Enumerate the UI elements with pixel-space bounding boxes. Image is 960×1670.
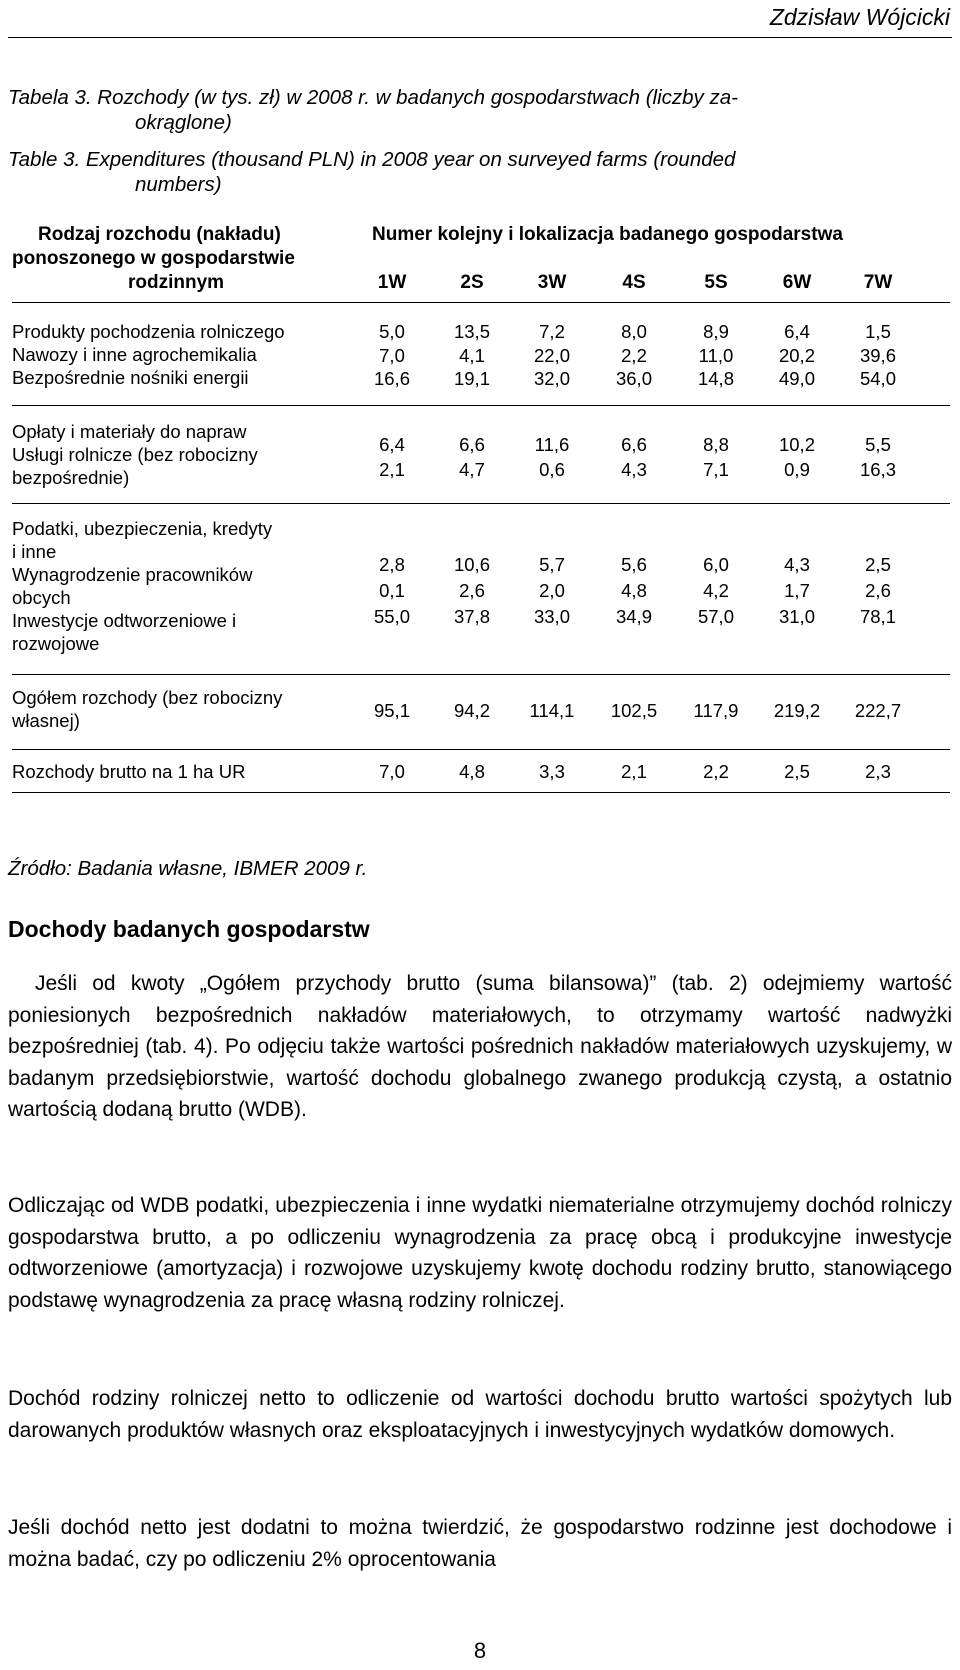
table-cell: 13,5	[453, 321, 490, 342]
table-cell: 11,0	[698, 344, 734, 366]
table-cell: 4,2	[703, 580, 729, 601]
row-label: Nawozy i inne agrochemikalia	[12, 344, 257, 365]
paragraph-2: Odliczając od WDB podatki, ubezpieczenia i inne wydatki niematerialne otrzymujemy dochód rolniczy gospodarstwa brutto, a po odliczeniu wynagrodzenia za pracę obcą i produkcyjne inwestycje odtworzeniowe (amortyzacja) i rozwojowe uzyskujemy kwotę dochodu rodziny brutto, stanowiącego podstawę wynagrodzenia za pracę własną rodziny rolniczej.	[8, 1194, 952, 1312]
table-cell: 2,2	[621, 344, 647, 366]
column-header: 2S	[460, 272, 484, 293]
row-label: Rozchody brutto na 1 ha UR	[12, 761, 246, 782]
table-cell: 4,8	[459, 761, 485, 782]
table-cell: 33,0	[533, 606, 570, 627]
table-cell: 2,5	[784, 761, 810, 782]
table-cell: 39,6	[859, 344, 896, 366]
column-header: 5S	[704, 272, 728, 293]
table-cell: 117,9	[693, 700, 739, 721]
table-cell: 2,6	[459, 580, 485, 601]
table-cell: 6,4	[784, 321, 810, 342]
paragraph-4: Jeśli dochód netto jest dodatni to można twierdzić, że gospodarstwo rodzinne jest dochodowe i można badać, czy po odliczeniu 2% oprocentowania	[8, 1516, 952, 1571]
table-cell: 7,0	[379, 344, 405, 366]
table-cell: 54,0	[859, 368, 896, 389]
row-label: bezpośrednie)	[12, 467, 130, 488]
caption-pl-line2: okrąglone)	[135, 111, 232, 134]
table-cell: 7,1	[703, 459, 729, 480]
row-label: własnej)	[12, 710, 80, 731]
caption-pl-line1: Tabela 3. Rozchody (w tys. zł) w 2008 r. w badanych gospodarstwach (liczby za-	[8, 86, 738, 109]
page-header-author: Zdzisław Wójcicki	[769, 4, 950, 30]
table-cell: 2,3	[865, 761, 891, 782]
table-cell: 7,0	[379, 761, 405, 782]
group-rule	[12, 792, 950, 793]
row-label: i inne	[12, 541, 57, 562]
table-cell: 78,1	[859, 606, 896, 627]
table-cell: 36,0	[615, 368, 652, 389]
header-left-line1: Rodzaj rozchodu (nakładu)	[38, 224, 281, 245]
table-cell: 7,2	[539, 321, 565, 342]
table-cell: 6,6	[459, 434, 485, 455]
table-cell: 37,8	[453, 606, 490, 627]
header-rule-bottom	[12, 302, 950, 303]
group-rule	[12, 405, 950, 406]
column-header: 4S	[622, 272, 646, 293]
table-cell: 31,0	[778, 606, 815, 627]
row-label: Bezpośrednie nośniki energii	[12, 367, 249, 388]
table-cell: 5,5	[865, 434, 891, 455]
table-cell: 2,6	[865, 580, 891, 601]
column-header: 6W	[782, 272, 812, 293]
row-label: Usługi rolnicze (bez robocizny	[12, 444, 258, 465]
table-cell: 49,0	[778, 368, 815, 389]
table-cell: 11,6	[534, 434, 570, 455]
table-cell: 222,7	[854, 700, 902, 721]
caption-en-line2: numbers)	[135, 173, 222, 196]
row-label: Wynagrodzenie pracowników	[12, 564, 253, 585]
table-cell: 6,6	[621, 434, 647, 455]
column-header: 7W	[863, 272, 893, 293]
table-cell: 2,0	[539, 580, 565, 601]
table-cell: 3,3	[539, 761, 565, 782]
table-cell: 32,0	[533, 368, 570, 389]
table-cell: 8,9	[703, 321, 729, 342]
table-cell: 6,0	[703, 554, 729, 575]
table-cell: 4,1	[459, 344, 485, 366]
table-cell: 95,1	[373, 700, 410, 721]
table-cell: 4,7	[459, 459, 485, 480]
row-label: Podatki, ubezpieczenia, kredyty	[12, 518, 273, 539]
table-cell: 5,7	[539, 554, 565, 575]
table-cell: 14,8	[697, 368, 734, 389]
group-rule	[12, 749, 950, 750]
table-cell: 22,0	[533, 344, 570, 366]
table-cell: 0,9	[784, 459, 810, 480]
column-header: 3W	[537, 272, 567, 293]
page-number: 8	[473, 1638, 487, 1663]
header-left-line2: ponoszonego w gospodarstwie	[12, 248, 295, 269]
table-cell: 4,3	[784, 554, 810, 575]
table-cell: 2,5	[865, 554, 891, 575]
table-cell: 0,1	[379, 580, 405, 601]
table-cell: 1,5	[865, 321, 891, 342]
table-cell: 114,1	[529, 700, 575, 721]
table-cell: 34,9	[615, 606, 652, 627]
table-source: Źródło: Badania własne, IBMER 2009 r.	[8, 857, 368, 880]
paragraph-1: Jeśli od kwoty „Ogółem przychody brutto (suma bilansowa)” (tab. 2) odejmiemy wartość poniesionych bezpośrednich nakładów materiałowych, to otrzymamy wartość nadwyżki bezpośredniej (tab. 4). Po odjęciu także wartości pośrednich nakładów materiałowych uzyskujemy, w badanym przedsiębiorstwie, wartość dochodu globalnego zwanego produkcją czystą, a ostatnio wartością dodaną brutto (WDB).	[8, 972, 952, 1121]
table-cell: 20,2	[778, 344, 815, 366]
table-cell: 0,6	[539, 459, 565, 480]
section-title: Dochody badanych gospodarstw	[8, 916, 370, 942]
table-cell: 55,0	[373, 606, 410, 627]
header-right: Numer kolejny i lokalizacja badanego gospodarstwa	[372, 224, 843, 245]
table-cell: 16,6	[373, 368, 410, 389]
table-cell: 4,3	[621, 459, 647, 480]
row-label: Ogółem rozchody (bez robocizny	[12, 687, 283, 708]
paragraph-3: Dochód rodziny rolniczej netto to odliczenie od wartości dochodu brutto wartości spożytych lub darowanych produktów własnych oraz eksploatacyjnych i inwestycyjnych wydatków domowych.	[8, 1387, 952, 1442]
table-cell: 8,0	[621, 321, 647, 342]
table-cell: 8,8	[703, 434, 729, 455]
row-label: Inwestycje odtworzeniowe i	[12, 610, 237, 631]
row-label: Opłaty i materiały do napraw	[12, 421, 247, 442]
table-cell: 57,0	[697, 606, 734, 627]
table-cell: 4,8	[621, 580, 647, 601]
header-left-line3: rodzinnym	[128, 272, 225, 293]
table-cell: 5,0	[379, 321, 405, 342]
table-cell: 102,5	[610, 700, 658, 721]
table-cell: 94,2	[453, 700, 490, 721]
table-cell: 6,4	[379, 434, 405, 455]
table-cell: 16,3	[859, 459, 896, 480]
table-cell: 10,6	[453, 554, 490, 575]
row-label: obcych	[12, 587, 71, 608]
column-header: 1W	[377, 272, 407, 293]
group-rule	[12, 674, 950, 675]
table-cell: 19,1	[453, 368, 490, 389]
table-cell: 219,2	[773, 700, 821, 721]
table-cell: 10,2	[778, 434, 815, 455]
group-rule	[12, 503, 950, 504]
caption-en-line1: Table 3. Expenditures (thousand PLN) in 2008 year on surveyed farms (rounded	[8, 148, 736, 171]
row-label: rozwojowe	[12, 633, 100, 654]
table-cell: 2,1	[379, 459, 405, 480]
table-cell: 5,6	[621, 554, 647, 575]
table-cell: 2,8	[379, 554, 405, 575]
table-cell: 1,7	[784, 580, 810, 601]
table-cell: 2,2	[703, 761, 729, 782]
table-cell: 2,1	[621, 761, 647, 782]
row-label: Produkty pochodzenia rolniczego	[12, 321, 285, 342]
